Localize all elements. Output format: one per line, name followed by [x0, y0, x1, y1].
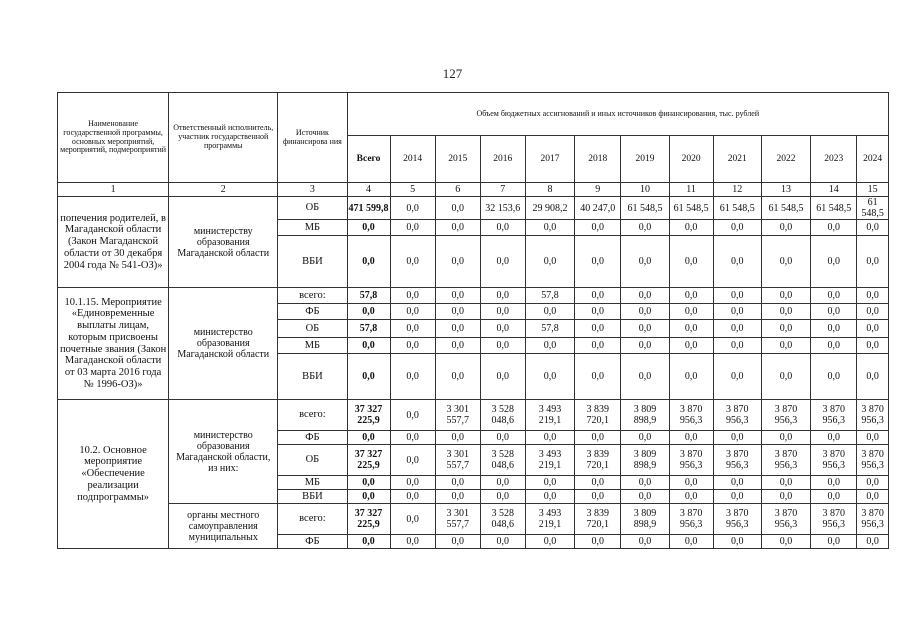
year-value-cell: 0,0 [811, 476, 857, 490]
year-value-cell: 0,0 [575, 288, 621, 304]
year-value-cell: 0,0 [480, 476, 525, 490]
total-cell: 37 327 225,9 [347, 445, 390, 476]
year-value-cell: 0,0 [857, 535, 889, 549]
year-value-cell: 0,0 [435, 431, 480, 445]
year-value-cell: 0,0 [761, 476, 810, 490]
year-value-cell: 3 870 956,3 [761, 504, 810, 535]
year-value-cell: 0,0 [761, 354, 810, 400]
year-value-cell: 0,0 [761, 431, 810, 445]
year-value-cell: 0,0 [669, 535, 713, 549]
total-cell: 0,0 [347, 338, 390, 354]
total-cell: 37 327 225,9 [347, 504, 390, 535]
year-value-cell: 0,0 [390, 476, 435, 490]
year-value-cell: 0,0 [435, 220, 480, 236]
year-value-cell: 0,0 [525, 338, 574, 354]
year-value-cell: 3 528 048,6 [480, 400, 525, 431]
year-value-cell: 0,0 [713, 535, 761, 549]
year-value-cell: 0,0 [525, 236, 574, 288]
header-year: 2016 [480, 136, 525, 183]
year-value-cell: 0,0 [669, 320, 713, 338]
table-row [58, 288, 889, 304]
page-number: 127 [442, 66, 463, 81]
column-number: 13 [761, 183, 810, 197]
year-value-cell: 0,0 [575, 236, 621, 288]
year-value-cell: 0,0 [435, 197, 480, 220]
year-value-cell: 0,0 [390, 338, 435, 354]
year-value-cell: 3 839 720,1 [575, 445, 621, 476]
year-value-cell: 0,0 [669, 431, 713, 445]
year-value-cell: 0,0 [811, 338, 857, 354]
year-value-cell: 3 301 557,7 [435, 400, 480, 431]
year-value-cell: 0,0 [621, 476, 669, 490]
column-number: 4 [347, 183, 390, 197]
year-value-cell: 3 870 956,3 [761, 445, 810, 476]
year-value-cell: 0,0 [761, 535, 810, 549]
year-value-cell: 3 493 219,1 [525, 504, 574, 535]
header-year: 2022 [761, 136, 810, 183]
total-cell: 57,8 [347, 288, 390, 304]
source-cell: всего: [278, 400, 347, 431]
column-number: 2 [169, 183, 278, 197]
year-value-cell: 0,0 [435, 476, 480, 490]
year-value-cell: 0,0 [390, 490, 435, 504]
year-value-cell: 61 548,5 [669, 197, 713, 220]
header-year: 2019 [621, 136, 669, 183]
year-value-cell: 0,0 [480, 320, 525, 338]
year-value-cell: 0,0 [480, 431, 525, 445]
header-year: 2015 [435, 136, 480, 183]
year-value-cell: 0,0 [480, 338, 525, 354]
source-cell: всего: [278, 288, 347, 304]
year-value-cell: 0,0 [713, 490, 761, 504]
year-value-cell: 0,0 [525, 476, 574, 490]
year-value-cell: 0,0 [713, 320, 761, 338]
column-number: 1 [58, 183, 169, 197]
source-cell: ВБИ [278, 236, 347, 288]
year-value-cell: 3 870 956,3 [761, 400, 810, 431]
header-row [58, 93, 889, 136]
year-value-cell: 0,0 [435, 338, 480, 354]
source-cell: ФБ [278, 535, 347, 549]
year-value-cell: 0,0 [390, 431, 435, 445]
total-cell: 0,0 [347, 304, 390, 320]
year-value-cell: 0,0 [811, 490, 857, 504]
source-cell: ОБ [278, 445, 347, 476]
year-value-cell: 0,0 [857, 304, 889, 320]
year-value-cell: 3 839 720,1 [575, 400, 621, 431]
column-numbers-row [58, 183, 889, 197]
header-year: 2024 [857, 136, 889, 183]
total-cell: 0,0 [347, 220, 390, 236]
year-value-cell: 0,0 [525, 220, 574, 236]
column-number: 12 [713, 183, 761, 197]
year-value-cell: 0,0 [713, 338, 761, 354]
year-value-cell: 0,0 [669, 338, 713, 354]
year-value-cell: 0,0 [761, 220, 810, 236]
year-value-cell: 0,0 [621, 490, 669, 504]
column-number: 8 [525, 183, 574, 197]
responsible-cell: министерство образования Магаданской области [169, 288, 278, 400]
total-cell: 0,0 [347, 535, 390, 549]
year-value-cell: 0,0 [480, 535, 525, 549]
column-number: 15 [857, 183, 889, 197]
year-value-cell: 0,0 [435, 354, 480, 400]
year-value-cell: 29 908,2 [525, 197, 574, 220]
year-value-cell: 0,0 [525, 431, 574, 445]
year-value-cell: 0,0 [811, 320, 857, 338]
year-value-cell: 0,0 [857, 476, 889, 490]
year-value-cell: 0,0 [761, 320, 810, 338]
source-cell: ОБ [278, 197, 347, 220]
year-value-cell: 0,0 [811, 535, 857, 549]
year-value-cell: 40 247,0 [575, 197, 621, 220]
year-value-cell: 0,0 [857, 288, 889, 304]
year-value-cell: 0,0 [390, 504, 435, 535]
year-value-cell: 0,0 [435, 288, 480, 304]
year-value-cell: 0,0 [480, 304, 525, 320]
year-value-cell: 3 870 956,3 [811, 445, 857, 476]
source-cell: ФБ [278, 304, 347, 320]
year-value-cell: 3 870 956,3 [713, 504, 761, 535]
year-value-cell: 0,0 [621, 236, 669, 288]
year-value-cell: 0,0 [390, 320, 435, 338]
year-value-cell: 61 548,5 [621, 197, 669, 220]
year-value-cell: 0,0 [390, 400, 435, 431]
column-number: 3 [278, 183, 347, 197]
header-total: Всего [347, 136, 390, 183]
year-value-cell: 0,0 [575, 354, 621, 400]
year-value-cell: 0,0 [621, 220, 669, 236]
year-value-cell: 0,0 [435, 236, 480, 288]
source-cell: МБ [278, 476, 347, 490]
year-value-cell: 3 493 219,1 [525, 445, 574, 476]
year-value-cell: 0,0 [713, 236, 761, 288]
year-value-cell: 0,0 [575, 431, 621, 445]
year-value-cell: 0,0 [713, 476, 761, 490]
year-value-cell: 0,0 [575, 338, 621, 354]
year-value-cell: 0,0 [390, 304, 435, 320]
year-value-cell: 0,0 [713, 354, 761, 400]
source-cell: всего: [278, 504, 347, 535]
year-value-cell: 0,0 [525, 535, 574, 549]
year-value-cell: 0,0 [857, 431, 889, 445]
year-value-cell: 0,0 [857, 354, 889, 400]
year-value-cell: 3 870 956,3 [811, 504, 857, 535]
total-cell: 0,0 [347, 236, 390, 288]
source-cell: ОБ [278, 320, 347, 338]
year-value-cell: 0,0 [390, 236, 435, 288]
total-cell: 0,0 [347, 431, 390, 445]
year-value-cell: 3 301 557,7 [435, 445, 480, 476]
year-value-cell: 0,0 [621, 535, 669, 549]
year-value-cell: 0,0 [669, 490, 713, 504]
responsible-cell: министерству образования Магаданской области [169, 197, 278, 288]
year-value-cell: 0,0 [811, 220, 857, 236]
year-value-cell: 61 548,5 [713, 197, 761, 220]
year-value-cell: 0,0 [480, 220, 525, 236]
year-value-cell: 0,0 [857, 338, 889, 354]
year-value-cell: 0,0 [390, 535, 435, 549]
year-value-cell: 0,0 [761, 490, 810, 504]
year-value-cell: 0,0 [621, 304, 669, 320]
year-value-cell: 0,0 [669, 476, 713, 490]
header-program: Наименование государственной программы, основных мероприятий, мероприятий, подмероприятий [58, 93, 169, 183]
column-number: 5 [390, 183, 435, 197]
year-value-cell: 3 870 956,3 [713, 445, 761, 476]
year-value-cell: 0,0 [669, 304, 713, 320]
year-value-cell: 0,0 [390, 445, 435, 476]
source-cell: ВБИ [278, 490, 347, 504]
year-value-cell: 0,0 [669, 288, 713, 304]
total-cell: 0,0 [347, 476, 390, 490]
year-value-cell: 61 548,5 [811, 197, 857, 220]
header-year: 2018 [575, 136, 621, 183]
year-value-cell: 0,0 [575, 535, 621, 549]
year-value-cell: 0,0 [435, 535, 480, 549]
year-value-cell: 0,0 [857, 236, 889, 288]
year-value-cell: 0,0 [480, 288, 525, 304]
year-value-cell: 0,0 [435, 490, 480, 504]
year-value-cell: 0,0 [435, 304, 480, 320]
header-financing-volume: Объем бюджетных ассигнований и иных источников финансирования, тыс. рублей [347, 93, 888, 136]
column-number: 11 [669, 183, 713, 197]
total-cell: 37 327 225,9 [347, 400, 390, 431]
year-value-cell: 0,0 [525, 490, 574, 504]
header-year: 2023 [811, 136, 857, 183]
year-value-cell: 3 870 956,3 [669, 445, 713, 476]
header-responsible: Ответственный исполнитель, участник государственной программы [169, 93, 278, 183]
year-value-cell: 0,0 [669, 354, 713, 400]
table-row [58, 400, 889, 431]
header-year: 2021 [713, 136, 761, 183]
year-value-cell: 3 301 557,7 [435, 504, 480, 535]
year-value-cell: 57,8 [525, 288, 574, 304]
year-value-cell: 3 870 956,3 [669, 400, 713, 431]
year-value-cell: 0,0 [575, 490, 621, 504]
year-value-cell: 0,0 [713, 431, 761, 445]
year-value-cell: 0,0 [857, 320, 889, 338]
column-number: 14 [811, 183, 857, 197]
column-number: 10 [621, 183, 669, 197]
year-value-cell: 0,0 [761, 288, 810, 304]
year-value-cell: 0,0 [713, 304, 761, 320]
year-value-cell: 3 809 898,9 [621, 445, 669, 476]
program-name-cell: попечения родителей, в Магаданской области (Закон Магаданской области от 30 декабря 2004 года № 541-ОЗ)» [58, 197, 169, 288]
year-value-cell: 3 870 956,3 [669, 504, 713, 535]
column-number: 6 [435, 183, 480, 197]
year-value-cell: 0,0 [480, 236, 525, 288]
source-cell: МБ [278, 338, 347, 354]
year-value-cell: 3 809 898,9 [621, 504, 669, 535]
total-cell: 0,0 [347, 354, 390, 400]
year-value-cell: 0,0 [761, 236, 810, 288]
year-value-cell: 0,0 [480, 354, 525, 400]
year-value-cell: 3 870 956,3 [857, 504, 889, 535]
year-value-cell: 3 870 956,3 [857, 400, 889, 431]
program-name-cell: 10.2. Основное мероприятие «Обеспечение реализации подпрограммы» [58, 400, 169, 549]
year-value-cell: 0,0 [621, 288, 669, 304]
responsible-cell: органы местного самоуправления муниципальных [169, 504, 278, 549]
responsible-cell: министерство образования Магаданской области, из них: [169, 400, 278, 504]
year-value-cell: 0,0 [390, 354, 435, 400]
year-value-cell: 0,0 [811, 431, 857, 445]
year-value-cell: 0,0 [761, 304, 810, 320]
year-value-cell: 0,0 [621, 320, 669, 338]
year-value-cell: 0,0 [621, 431, 669, 445]
column-number: 7 [480, 183, 525, 197]
year-value-cell: 57,8 [525, 320, 574, 338]
year-value-cell: 0,0 [669, 236, 713, 288]
year-value-cell: 0,0 [713, 220, 761, 236]
year-value-cell: 0,0 [621, 354, 669, 400]
year-value-cell: 3 870 956,3 [811, 400, 857, 431]
year-value-cell: 3 870 956,3 [713, 400, 761, 431]
header-year: 2014 [390, 136, 435, 183]
header-year: 2020 [669, 136, 713, 183]
year-value-cell: 0,0 [390, 220, 435, 236]
year-value-cell: 0,0 [390, 288, 435, 304]
year-value-cell: 3 870 956,3 [857, 445, 889, 476]
column-number: 9 [575, 183, 621, 197]
header-source: Источник финансирова ния [278, 93, 347, 183]
year-value-cell: 61 548,5 [761, 197, 810, 220]
year-value-cell: 0,0 [575, 320, 621, 338]
year-value-cell: 61 548,5 [857, 197, 889, 220]
year-value-cell: 0,0 [857, 490, 889, 504]
year-value-cell: 0,0 [811, 304, 857, 320]
source-cell: ФБ [278, 431, 347, 445]
program-name-cell: 10.1.15. Мероприятие «Единовременные выплаты лицам, которым присвоены почетные звания (Закон Магаданской области от 03 марта 2016 года № 1996-ОЗ)» [58, 288, 169, 400]
total-cell: 57,8 [347, 320, 390, 338]
year-value-cell: 0,0 [621, 338, 669, 354]
source-cell: ВБИ [278, 354, 347, 400]
source-cell: МБ [278, 220, 347, 236]
header-year: 2017 [525, 136, 574, 183]
table-row [58, 504, 889, 535]
total-cell: 471 599,8 [347, 197, 390, 220]
year-value-cell: 0,0 [811, 236, 857, 288]
year-value-cell: 3 528 048,6 [480, 504, 525, 535]
year-value-cell: 0,0 [761, 338, 810, 354]
year-value-cell: 0,0 [713, 288, 761, 304]
table-row [58, 197, 889, 220]
year-value-cell: 3 809 898,9 [621, 400, 669, 431]
year-value-cell: 0,0 [669, 220, 713, 236]
year-value-cell: 0,0 [811, 288, 857, 304]
year-value-cell: 3 839 720,1 [575, 504, 621, 535]
year-value-cell: 32 153,6 [480, 197, 525, 220]
year-value-cell: 0,0 [575, 476, 621, 490]
financing-table [57, 92, 889, 549]
year-value-cell: 0,0 [857, 220, 889, 236]
year-value-cell: 0,0 [435, 320, 480, 338]
year-value-cell: 3 493 219,1 [525, 400, 574, 431]
year-value-cell: 0,0 [525, 304, 574, 320]
year-value-cell: 0,0 [575, 304, 621, 320]
year-value-cell: 3 528 048,6 [480, 445, 525, 476]
year-value-cell: 0,0 [480, 490, 525, 504]
year-value-cell: 0,0 [811, 354, 857, 400]
year-value-cell: 0,0 [525, 354, 574, 400]
total-cell: 0,0 [347, 490, 390, 504]
year-value-cell: 0,0 [390, 197, 435, 220]
year-value-cell: 0,0 [575, 220, 621, 236]
